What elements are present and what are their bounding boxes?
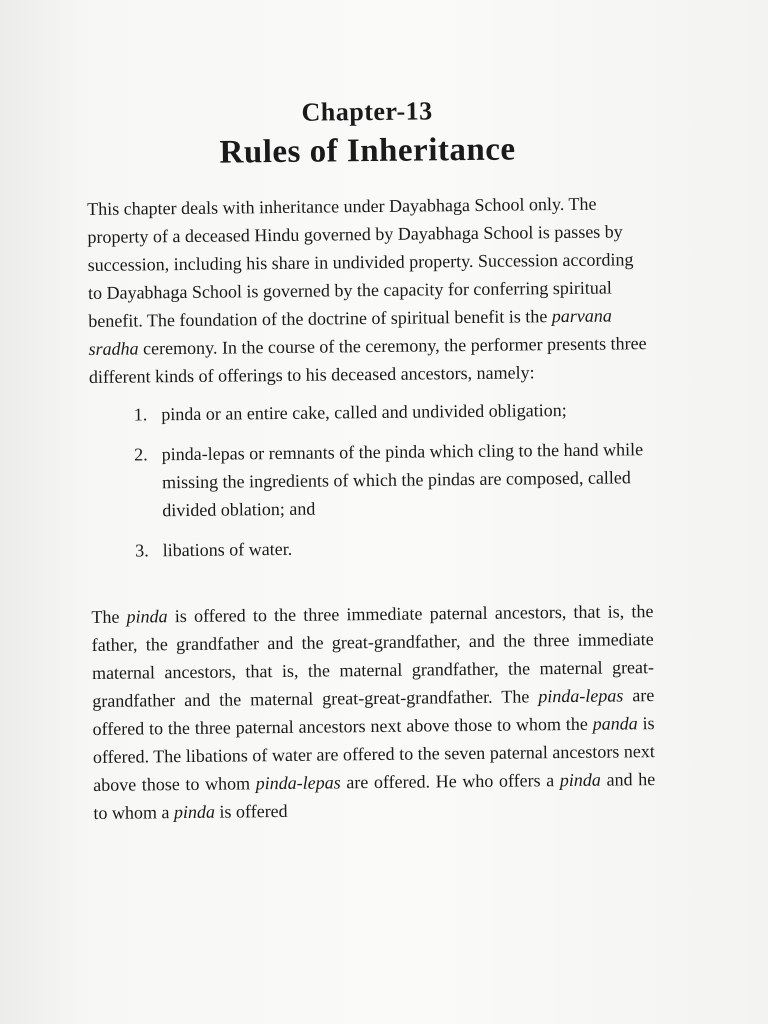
list-item-text: libations of water.: [162, 538, 293, 561]
body-text: The: [91, 606, 127, 627]
list-item: [90, 435, 653, 525]
body-italic-term: pinda-lepas: [255, 772, 341, 794]
body-italic-term: pinda: [559, 769, 601, 791]
page-content: [86, 94, 656, 845]
body-text: is offered. The libations of water are offered to the seven paternal ancestors next above those to whom: [92, 713, 655, 795]
intro-text-2: ceremony. In the course of the ceremony, the performer presents three different kinds of offerings to his deceased ancestors, namely:: [88, 333, 647, 387]
body-paragraph: [91, 597, 655, 827]
list-item: [91, 531, 653, 565]
intro-text-1: This chapter deals with inheritance under Dayabhaga School only. The property of a deceased Hindu governed by Dayabhaga School is passes by succession, including his share in undivided property. Succession according to Dayabhaga School is governed by the capacity for conferring spiritual benefit. The foundation of the doctrine of spiritual benefit is the: [87, 193, 634, 331]
chapter-title: Rules of Inheritance: [219, 131, 516, 171]
offerings-list: [89, 395, 653, 565]
body-italic-term: pinda-lepas: [538, 685, 624, 707]
list-item-number: 3.: [135, 540, 149, 561]
list-item-text: pinda or an entire cake, called and undivided obligation;: [161, 399, 567, 425]
list-item-text: pinda-lepas or remnants of the pinda which cling to the hand while missing the ingredients of which the pindas are composed, called divided oblation; and: [161, 439, 644, 521]
body-text: is offered to the three immediate paternal ancestors, that is, the father, the grandfather and the great-grandfather, and the three immediate maternal ancestors, that is, the maternal grandfather, the maternal great-grandfather and the maternal great-great-grandfather. The: [91, 601, 655, 711]
list-item-number: 2.: [134, 444, 148, 465]
list-item-number: 1.: [133, 404, 148, 425]
body-text: and he to whom a: [93, 769, 656, 823]
body-italic-term: panda: [592, 713, 638, 734]
chapter-number: Chapter-13: [301, 96, 433, 127]
intro-italic-term: parvana sradha: [88, 305, 612, 359]
list-item: [89, 395, 651, 429]
body-italic-term: pinda: [173, 801, 216, 823]
body-italic-term: pinda: [126, 606, 168, 627]
intro-paragraph: [87, 189, 651, 391]
body-text: are offered to the three paternal ancestors next above those to whom the: [92, 685, 655, 739]
body-text: are offered. He who offers a: [340, 770, 560, 793]
body-text: is offered: [214, 800, 288, 822]
